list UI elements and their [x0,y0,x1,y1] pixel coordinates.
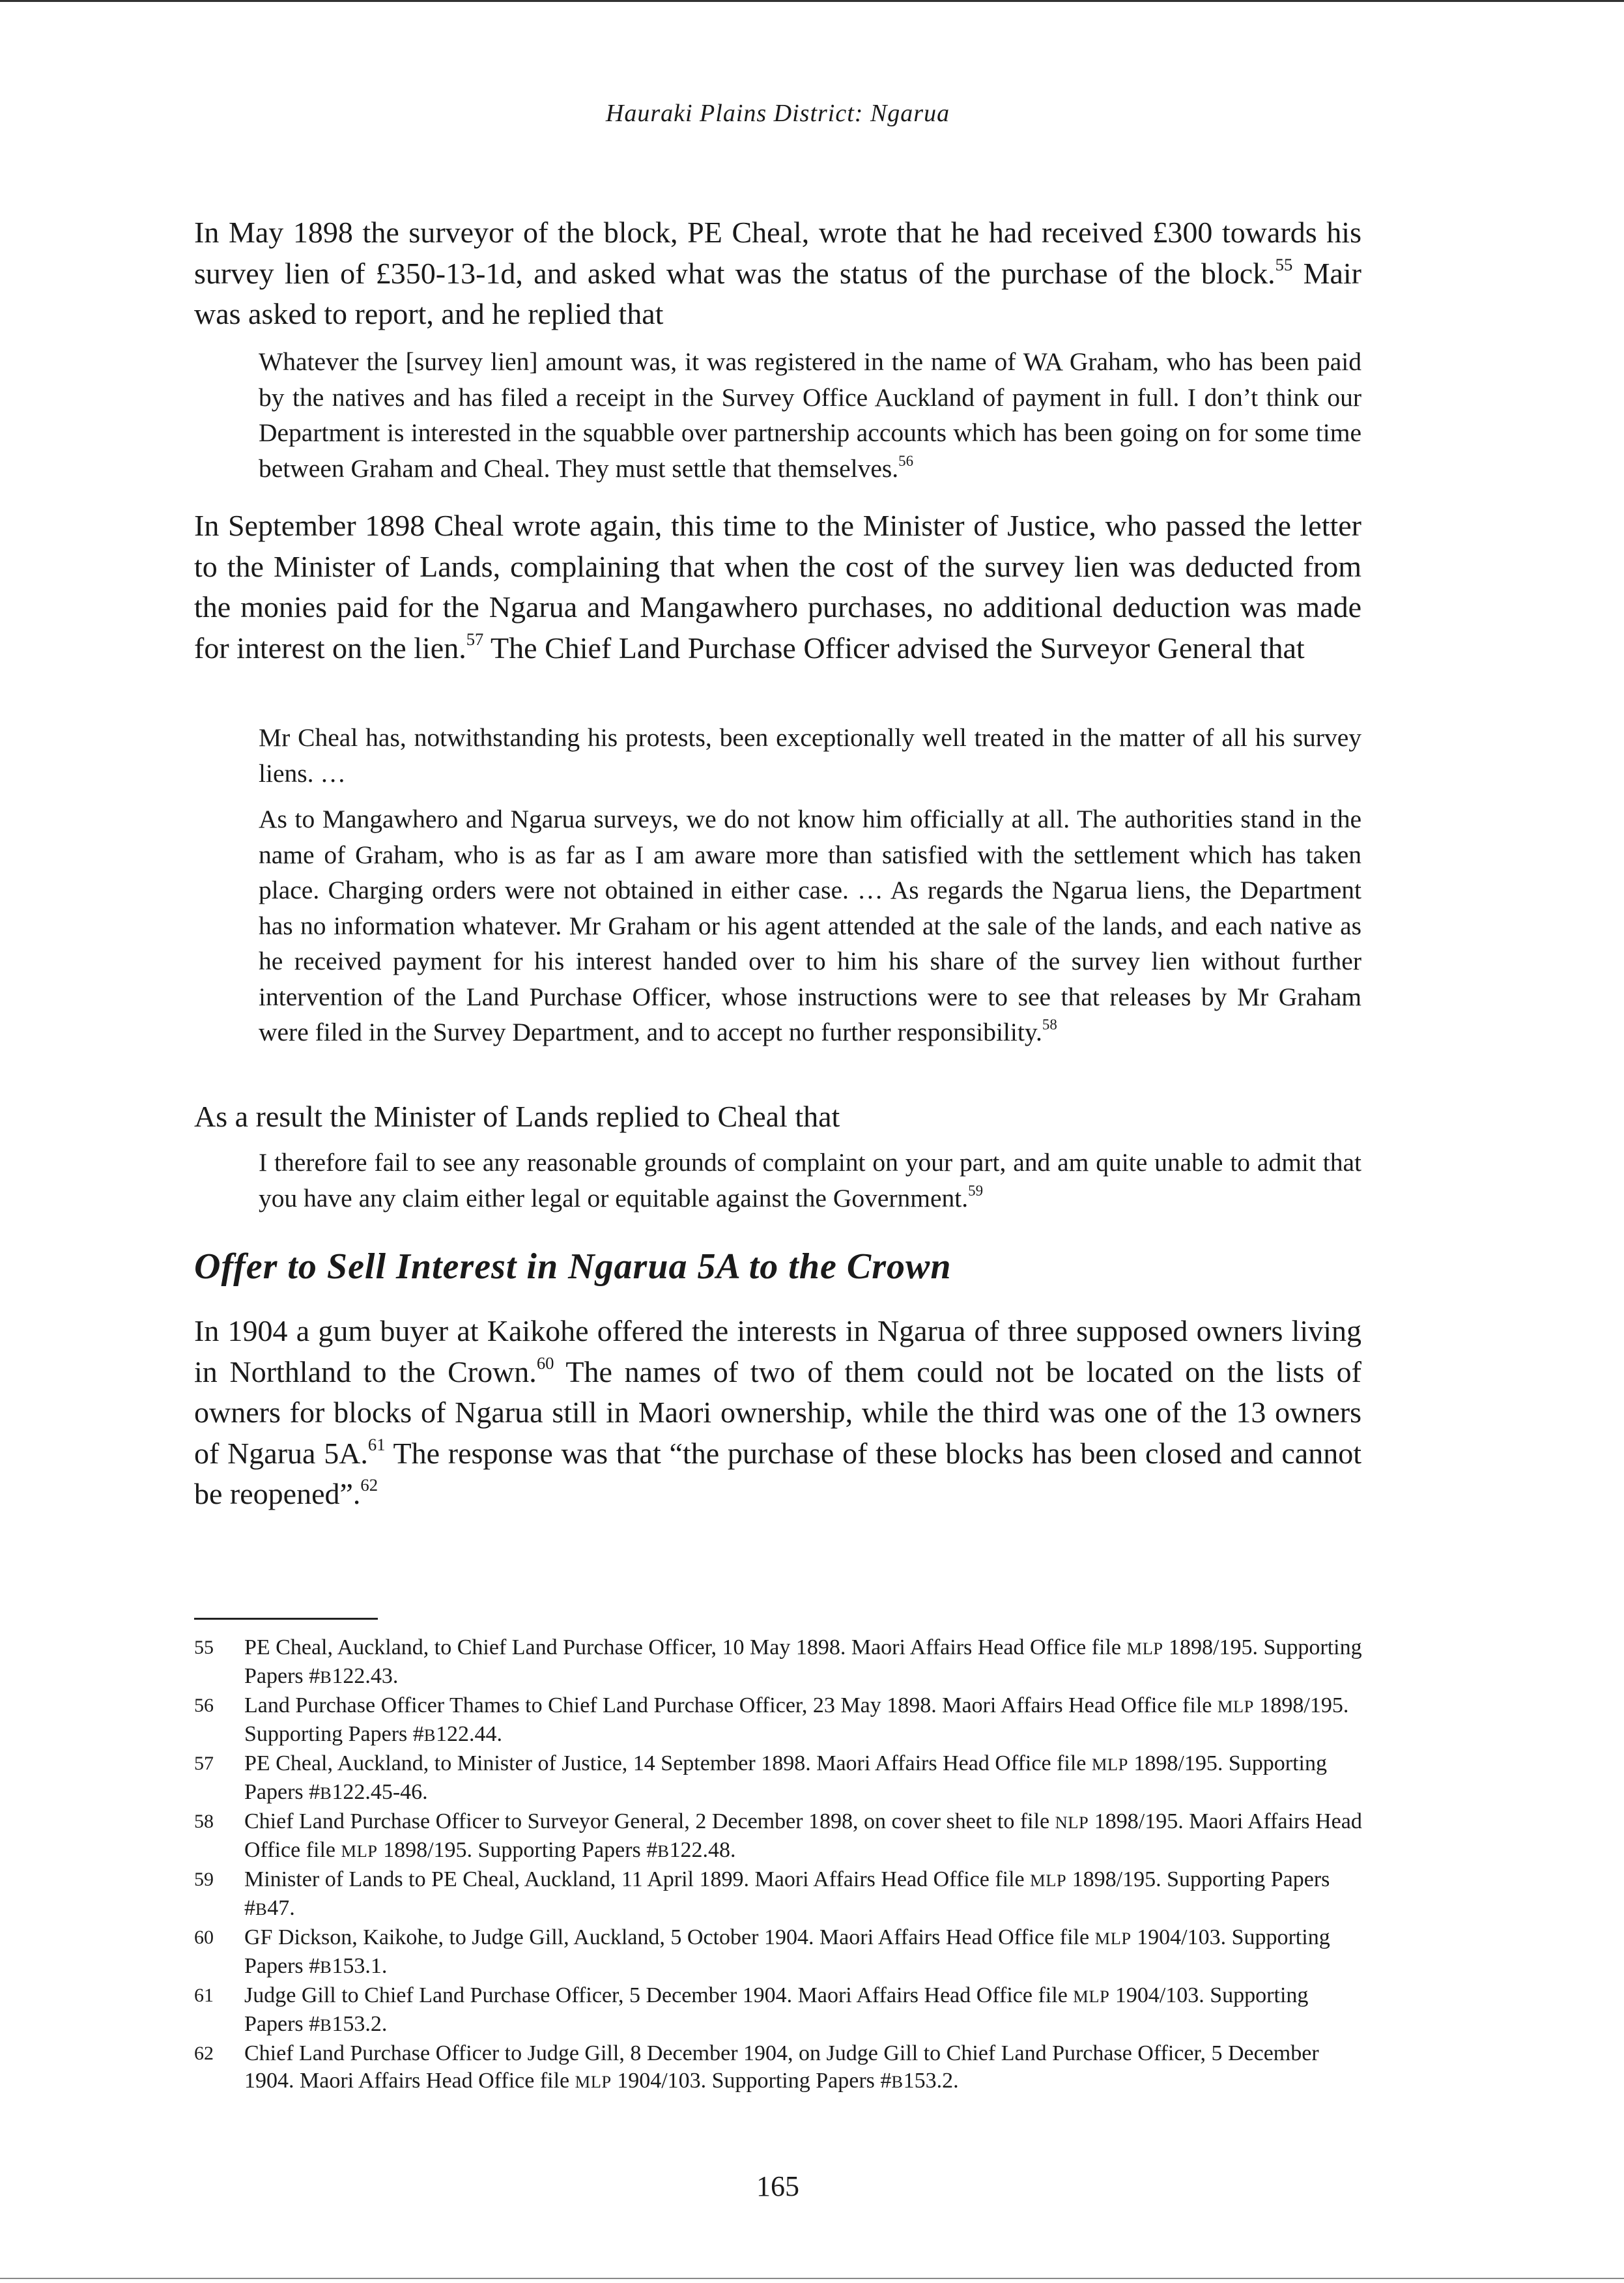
footnote-58 [194,1808,1367,1865]
small-caps-abbrev: MLP [1217,1697,1254,1716]
small-caps-abbrev: B [320,2015,332,2035]
quote-text: I therefore fail to see any reasonable grounds of complaint on your part, and am quite unable to admit that you have any claim either legal or equitable against the Government. [259,1148,1361,1213]
footnote-text: Judge Gill to Chief Land Purchase Officer, 5 December 1904. Maori Affairs Head Office file MLP 1904/103. Supporting Papers #B153.2. [244,1983,1309,2036]
quote-text: Whatever the [survey lien] amount was, it was registered in the name of WA Graham, who has been paid by the natives and has filed a receipt in the Survey Office Auckland of payment in full. I don’t think our Department is interested in the squabble over partnership accounts which has been going on for some time between Graham and Cheal. They must settle that themselves. [259,347,1361,483]
quote-text: As to Mangawhero and Ngarua surveys, we do not know him officially at all. The authorities stand in the name of Graham, who is as far as I am aware more than satisfied with the settlement which has taken place. Charging orders were not obtained in either case. … As regards the Ngarua liens, the Department has no information whatever. Mr Graham or his agent attended at the sale of the lands, and each native as he received payment for his interest handed over to him his share of the survey lien without further intervention of the Land Purchase Officer, whose instructions were to see that releases by Mr Graham were filed in the Survey Department, and to accept no further responsibility. [259,805,1361,1046]
footnote-ref-58[interactable]: 58 [1042,1016,1057,1033]
paragraph-cheal-september [194,506,1361,668]
footnote-text: GF Dickson, Kaikohe, to Judge Gill, Auckland, 5 October 1904. Maori Affairs Head Office file MLP 1904/103. Supporting Papers #B153.1. [244,1925,1330,1978]
footnote-number: 61 [194,1985,214,2006]
small-caps-abbrev: B [320,1783,332,1803]
footnote-number: 62 [194,2043,214,2064]
paragraph-minister-reply [194,1097,1361,1138]
small-caps-abbrev: MLP [1091,1755,1128,1774]
footnote-ref-61[interactable]: 61 [367,1434,386,1454]
footnote-text: Land Purchase Officer Thames to Chief Land Purchase Officer, 23 May 1898. Maori Affairs Head Office file MLP 1898/195. Supporting Papers #B122.44. [244,1693,1349,1746]
footnote-55 [194,1634,1367,1691]
footnote-number: 59 [194,1869,214,1890]
small-caps-abbrev: MLP [1094,1929,1132,1948]
quote-text: Mr Cheal has, notwithstanding his protests, been exceptionally well treated in the matter of all his survey liens. … [259,723,1361,788]
footnote-text: PE Cheal, Auckland, to Chief Land Purchase Officer, 10 May 1898. Maori Affairs Head Office file MLP 1898/195. Supporting Papers #B122.43. [244,1635,1362,1688]
paragraph-text: The names of two of them could not be located on the lists of owners for blocks of Ngarua still in Maori ownership, while the third was one of the 13 owners of Ngarua 5A. [194,1355,1361,1470]
footnote-text: Chief Land Purchase Officer to Surveyor General, 2 December 1898, on cover sheet to file NLP 1898/195. Maori Affairs Head Office file MLP 1898/195. Supporting Papers #B122.48. [244,1809,1362,1862]
small-caps-abbrev: B [657,1841,670,1861]
footnote-number: 60 [194,1927,214,1948]
footnote-text: Minister of Lands to PE Cheal, Auckland, 11 April 1899. Maori Affairs Head Office file MLP 1898/195. Supporting Papers #B47. [244,1867,1330,1920]
small-caps-abbrev: B [423,1725,436,1745]
footnote-number: 56 [194,1695,214,1716]
small-caps-abbrev: B [320,1667,332,1687]
footnote-ref-60[interactable]: 60 [536,1353,554,1373]
paragraph-cheal-survey-lien [194,212,1361,335]
small-caps-abbrev: MLP [1126,1639,1163,1658]
paragraph-text: In 1904 a gum buyer at Kaikohe offered the interests in Ngarua of three supposed owners living in Northland to the Crown. [194,1314,1361,1388]
footnote-number: 55 [194,1637,214,1658]
page-number: 165 [756,2170,799,2202]
block-quote-mair [259,344,1361,486]
footnote-ref-56[interactable]: 56 [898,452,914,469]
bottom-border-rule [0,2278,1624,2279]
small-caps-abbrev: MLP [1030,1871,1067,1890]
footnote-ref-55[interactable]: 55 [1275,254,1293,274]
small-caps-abbrev: B [891,2071,904,2091]
footnote-56 [194,1692,1367,1749]
footnote-ref-59[interactable]: 59 [968,1182,984,1199]
small-caps-abbrev: MLP [1073,1987,1110,2006]
paragraph-text: The response was that “the purchase of these blocks has been closed and cannot be reopened”. [194,1436,1361,1510]
section-heading: Offer to Sell Interest in Ngarua 5A to the Crown [194,1246,952,1287]
paragraph-text: In September 1898 Cheal wrote again, this time to the Minister of Justice, who passed the letter to the Minister of Lands, complaining that when the cost of the survey lien was deducted from the monies paid for the Ngarua and Mangawhero purchases, no additional deduction was made for interest on the lien. [194,509,1361,665]
footnote-number: 57 [194,1753,214,1774]
footnote-text: PE Cheal, Auckland, to Minister of Justice, 14 September 1898. Maori Affairs Head Office file MLP 1898/195. Supporting Papers #B122.45-46. [244,1751,1327,1804]
footnote-text: Chief Land Purchase Officer to Judge Gill, 8 December 1904, on Judge Gill to Chief Land Purchase Officer, 5 December 1904. Maori Affairs Head Office file MLP 1904/103. Supporting Papers #B153.2. [244,2041,1319,2093]
footnotes-list [194,1634,1367,2097]
footnote-60 [194,1924,1367,1981]
footnote-61 [194,1982,1367,2039]
block-quote-mangawhero [259,801,1361,1050]
small-caps-abbrev: MLP [341,1841,378,1861]
small-caps-abbrev: MLP [575,2071,612,2091]
paragraph-text: As a result the Minister of Lands replied to Cheal that [194,1100,840,1133]
block-quote-cheal-treated [259,720,1361,791]
footnote-separator [194,1618,378,1620]
footnote-59 [194,1866,1367,1923]
paragraph-text: The Chief Land Purchase Officer advised the Surveyor General that [483,631,1305,665]
small-caps-abbrev: NLP [1055,1813,1089,1832]
footnote-57 [194,1750,1367,1807]
small-caps-abbrev: B [255,1899,268,1919]
footnote-62 [194,2040,1367,2095]
top-border-rule [0,0,1624,2]
paragraph-text: In May 1898 the surveyor of the block, PE Cheal, wrote that he had received £300 towards his survey lien of £350-13-1d, and asked what was the status of the purchase of the block. [194,216,1361,290]
running-head: Hauraki Plains District: Ngarua [605,100,950,127]
footnote-ref-62[interactable]: 62 [360,1475,378,1495]
block-quote-minister [259,1145,1361,1216]
small-caps-abbrev: B [320,1957,332,1977]
footnote-ref-57[interactable]: 57 [466,629,484,649]
paragraph-text: Mair was asked to report, and he replied that [194,256,1361,330]
footnote-number: 58 [194,1811,214,1832]
paragraph-gum-buyer [194,1311,1361,1515]
